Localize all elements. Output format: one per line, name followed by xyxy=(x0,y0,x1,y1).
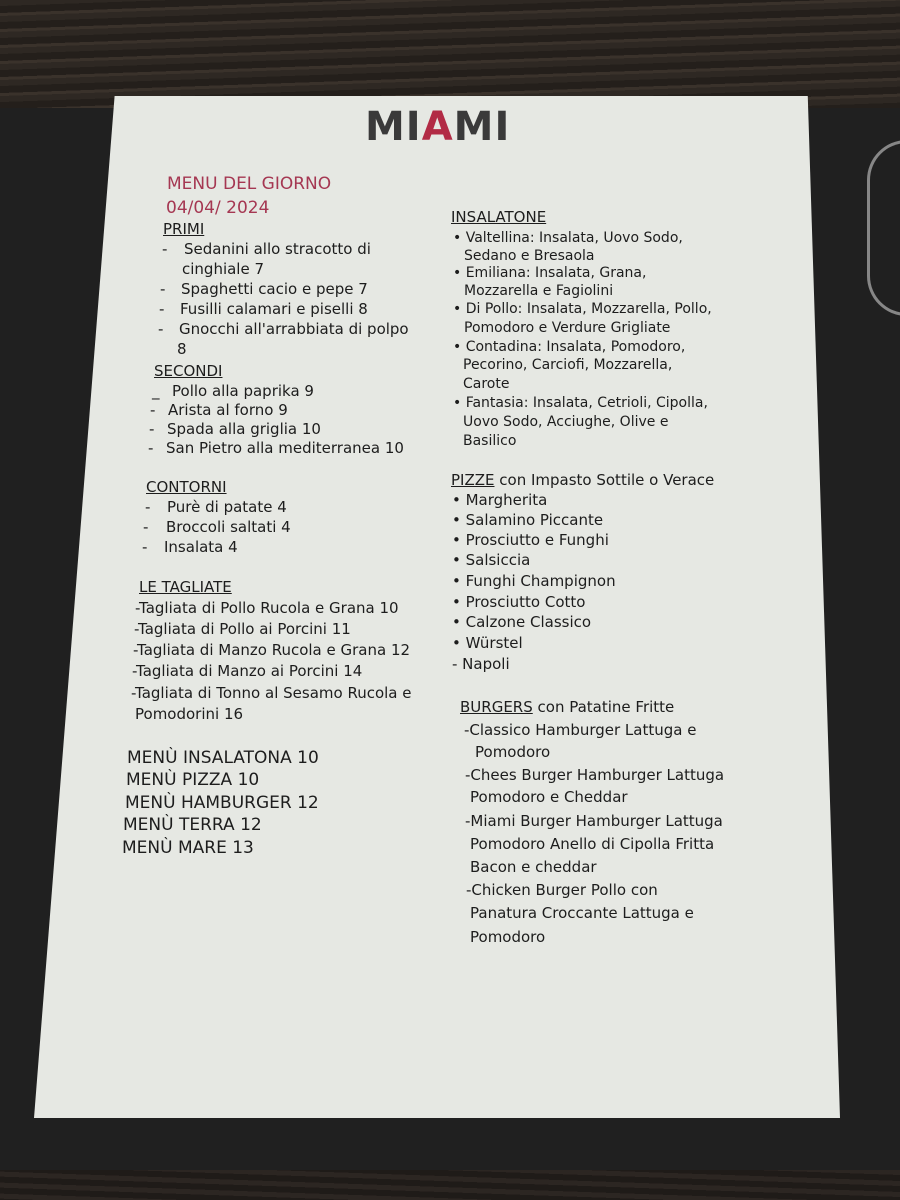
dash: - xyxy=(159,300,165,318)
menu-item-line: • Valtellina: Insalata, Uovo Sodo, xyxy=(453,230,683,246)
menu-item-line: • Salsiccia xyxy=(452,551,531,569)
section-subtitle-burgers: con Patatine Fritte xyxy=(532,698,675,716)
menu-item-line: Insalata 4 xyxy=(164,538,238,556)
menu-item-line: Pomodoro xyxy=(470,928,546,946)
menu-item-line: Pomodoro Anello di Cipolla Fritta xyxy=(470,835,715,853)
menu-item-line: Purè di patate 4 xyxy=(167,498,287,516)
menu-item-line: • Emiliana: Insalata, Grana, xyxy=(453,265,647,281)
menu-item-line: Sedano e Bresaola xyxy=(464,248,595,264)
menu-item-line: • Würstel xyxy=(452,634,523,652)
menu-item-line: 8 xyxy=(177,340,187,358)
section-title-tagliate: LE TAGLIATE xyxy=(139,578,232,596)
menu-item-line: • Salamino Piccante xyxy=(452,511,604,529)
dash: - xyxy=(162,240,168,258)
menu-item-line: -Tagliata di Tonno al Sesamo Rucola e xyxy=(131,684,412,702)
menu-item-line: Pomodoro e Verdure Grigliate xyxy=(464,320,671,336)
menu-item-line: Sedanini allo stracotto di xyxy=(184,240,371,258)
section-title-secondi: SECONDI xyxy=(154,362,223,380)
menu-item-line: Basilico xyxy=(463,433,517,449)
menu-item-line: Spada alla griglia 10 xyxy=(167,420,321,438)
menu-item-line: • Calzone Classico xyxy=(452,613,592,631)
dash: - xyxy=(158,320,164,338)
wine-glass xyxy=(867,140,900,316)
menu-item-line: Fusilli calamari e piselli 8 xyxy=(180,300,368,318)
section-title-contorni: CONTORNI xyxy=(146,478,227,496)
menu-item-line: Broccoli saltati 4 xyxy=(166,518,291,536)
menu-item-line: -Chicken Burger Pollo con xyxy=(466,881,658,899)
menu-item-line: San Pietro alla mediterranea 10 xyxy=(166,439,404,457)
menu-item-line: • Di Pollo: Insalata, Mozzarella, Pollo, xyxy=(453,301,712,317)
menu-item-line: Carote xyxy=(463,376,510,392)
section-subtitle-pizze: con Impasto Sottile o Verace xyxy=(494,471,715,489)
dash: - xyxy=(160,280,166,298)
wooden-table-edge xyxy=(0,1170,900,1200)
wooden-table xyxy=(0,0,900,110)
dash: - xyxy=(149,420,155,438)
section-title-pizze: PIZZE xyxy=(451,471,495,489)
menu-item-line: -Tagliata di Manzo ai Porcini 14 xyxy=(132,662,363,680)
menu-item-line: Pecorino, Carciofi, Mozzarella, xyxy=(463,357,673,373)
menu-item-line: Bacon e cheddar xyxy=(470,858,597,876)
section-heading-burgers xyxy=(460,700,674,715)
menu-item-line: Uovo Sodo, Acciughe, Olive e xyxy=(463,414,669,430)
menu-item-line: Arista al forno 9 xyxy=(168,401,288,419)
menu-item-line: -Miami Burger Hamburger Lattuga xyxy=(465,812,723,830)
menu-item-line: • Funghi Champignon xyxy=(452,572,616,590)
dash: - xyxy=(142,538,148,556)
menu-item-line: Pomodoro xyxy=(475,743,551,761)
menu-item-line: Pomodorini 16 xyxy=(135,705,244,723)
combo-menu-line: MENÙ TERRA 12 xyxy=(123,815,262,835)
menu-item-line: • Contadina: Insalata, Pomodoro, xyxy=(453,339,686,355)
menu-item-line: - Napoli xyxy=(452,655,510,673)
section-heading-pizze xyxy=(451,473,714,488)
menu-item-line: -Chees Burger Hamburger Lattuga xyxy=(465,766,725,784)
combo-menu-line: MENÙ PIZZA 10 xyxy=(126,770,260,790)
menu-item-line: Panatura Croccante Lattuga e xyxy=(470,904,694,922)
menu-item-line: • Margherita xyxy=(452,491,548,509)
dash: - xyxy=(150,401,156,419)
section-title-primi: PRIMI xyxy=(163,220,205,238)
menu-item-line: Spaghetti cacio e pepe 7 xyxy=(181,280,368,298)
combo-menu-line: MENÙ INSALATONA 10 xyxy=(127,748,319,768)
menu-item-line: -Classico Hamburger Lattuga e xyxy=(464,721,697,739)
menu-item-line: Mozzarella e Fagiolini xyxy=(464,283,614,299)
dash: - xyxy=(145,498,151,516)
menu-item-line: • Prosciutto Cotto xyxy=(452,593,586,611)
menu-item-line: • Fantasia: Insalata, Cetrioli, Cipolla, xyxy=(453,395,708,411)
menu-item-line: -Tagliata di Pollo Rucola e Grana 10 xyxy=(135,599,399,617)
menu-item-line: Gnocchi all'arrabbiata di polpo xyxy=(179,320,409,338)
menu-item-line: Pomodoro e Cheddar xyxy=(470,788,628,806)
menu-title: MENU DEL GIORNO xyxy=(167,174,332,194)
menu-item-line: cinghiale 7 xyxy=(182,260,265,278)
dash: _ xyxy=(152,382,160,400)
section-title-burgers: BURGERS xyxy=(460,698,533,716)
dash: - xyxy=(143,518,149,536)
miami-logo: MIAMI xyxy=(365,104,511,150)
menu-item-line: -Tagliata di Pollo ai Porcini 11 xyxy=(134,620,351,638)
menu-item-line: -Tagliata di Manzo Rucola e Grana 12 xyxy=(133,641,411,659)
menu-item-line: • Prosciutto e Funghi xyxy=(452,531,609,549)
combo-menu-line: MENÙ HAMBURGER 12 xyxy=(125,793,319,813)
menu-item-line: Pollo alla paprika 9 xyxy=(172,382,314,400)
section-title-insalatone: INSALATONE xyxy=(451,208,547,226)
menu-date: 04/04/ 2024 xyxy=(166,198,270,218)
combo-menu-line: MENÙ MARE 13 xyxy=(122,838,254,858)
dash: - xyxy=(148,439,154,457)
